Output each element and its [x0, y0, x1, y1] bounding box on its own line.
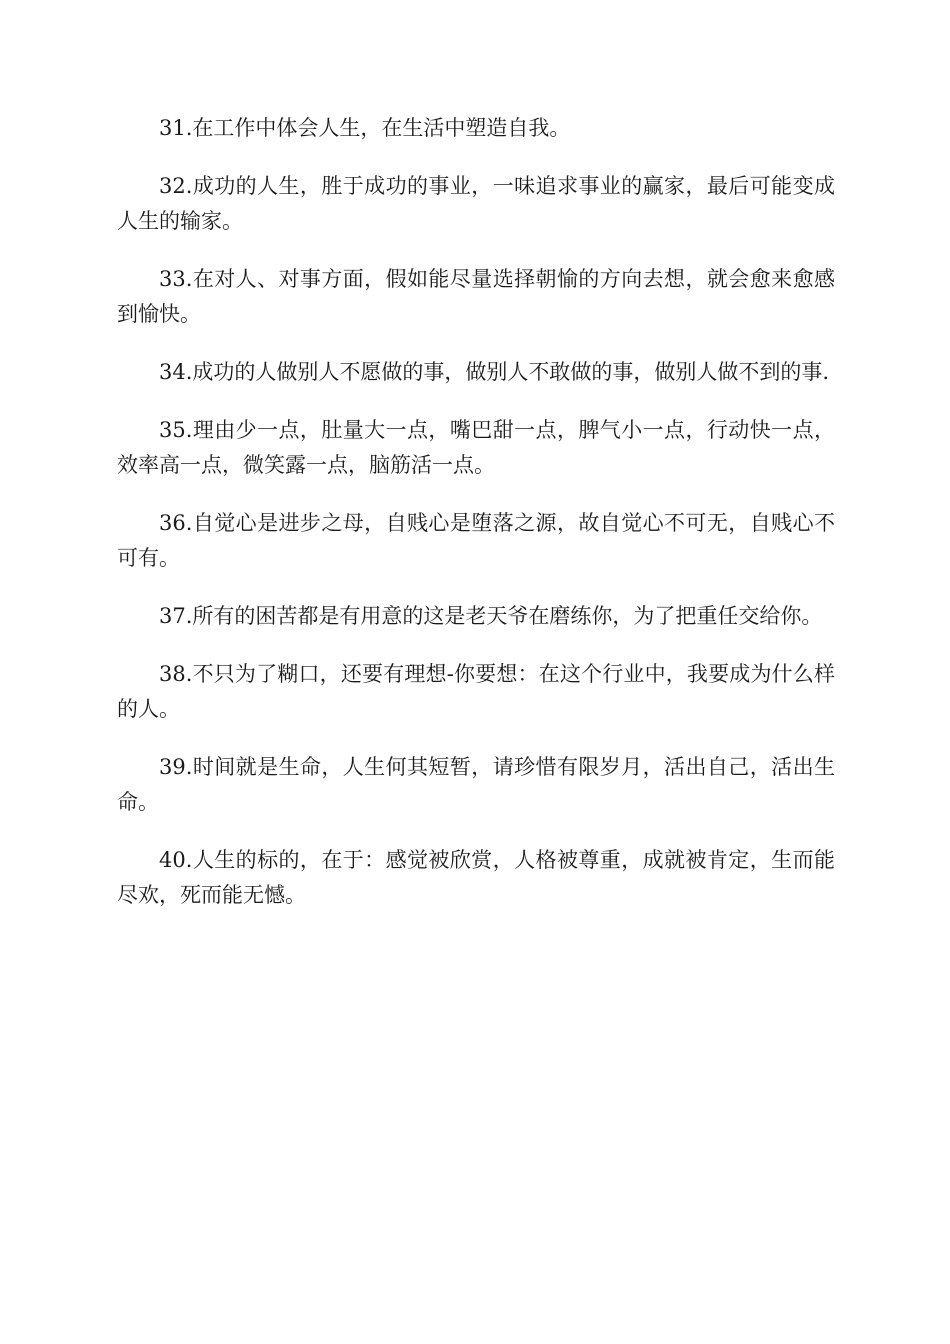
paragraph-33: 33.在对人、对事方面，假如能尽量选择朝愉的方向去想，就会愈来愈感到愉快。: [117, 267, 835, 326]
paragraph-31: 31.在工作中体会人生，在生活中塑造自我。: [159, 116, 571, 140]
paragraph-40: 40.人生的标的，在于：感觉被欣赏，人格被尊重，成就被肯定，生而能尽欢，死而能无憾。: [117, 848, 835, 907]
paragraph-32: 32.成功的人生，胜于成功的事业，一味追求事业的赢家，最后可能变成人生的输家。: [117, 174, 835, 233]
document-body: [117, 111, 835, 936]
paragraph-36: 36.自觉心是进步之母，自贱心是堕落之源，故自觉心不可无，自贱心不可有。: [117, 511, 835, 570]
paragraph-37: 37.所有的困苦都是有用意的这是老天爷在磨练你，为了把重任交给你。: [159, 604, 823, 628]
paragraph-35: 35.理由少一点，肚量大一点，嘴巴甜一点，脾气小一点，行动快一点，效率高一点，微笑露一点，脑筋活一点。: [117, 418, 835, 477]
paragraph-39: 39.时间就是生命，人生何其短暂，请珍惜有限岁月，活出自己，活出生命。: [117, 755, 835, 814]
paragraph-38: 38.不只为了糊口，还要有理想-你要想：在这个行业中，我要成为什么样的人。: [117, 662, 835, 721]
paragraph-34: 34.成功的人做别人不愿做的事，做别人不敢做的事，做别人做不到的事.: [159, 360, 830, 384]
